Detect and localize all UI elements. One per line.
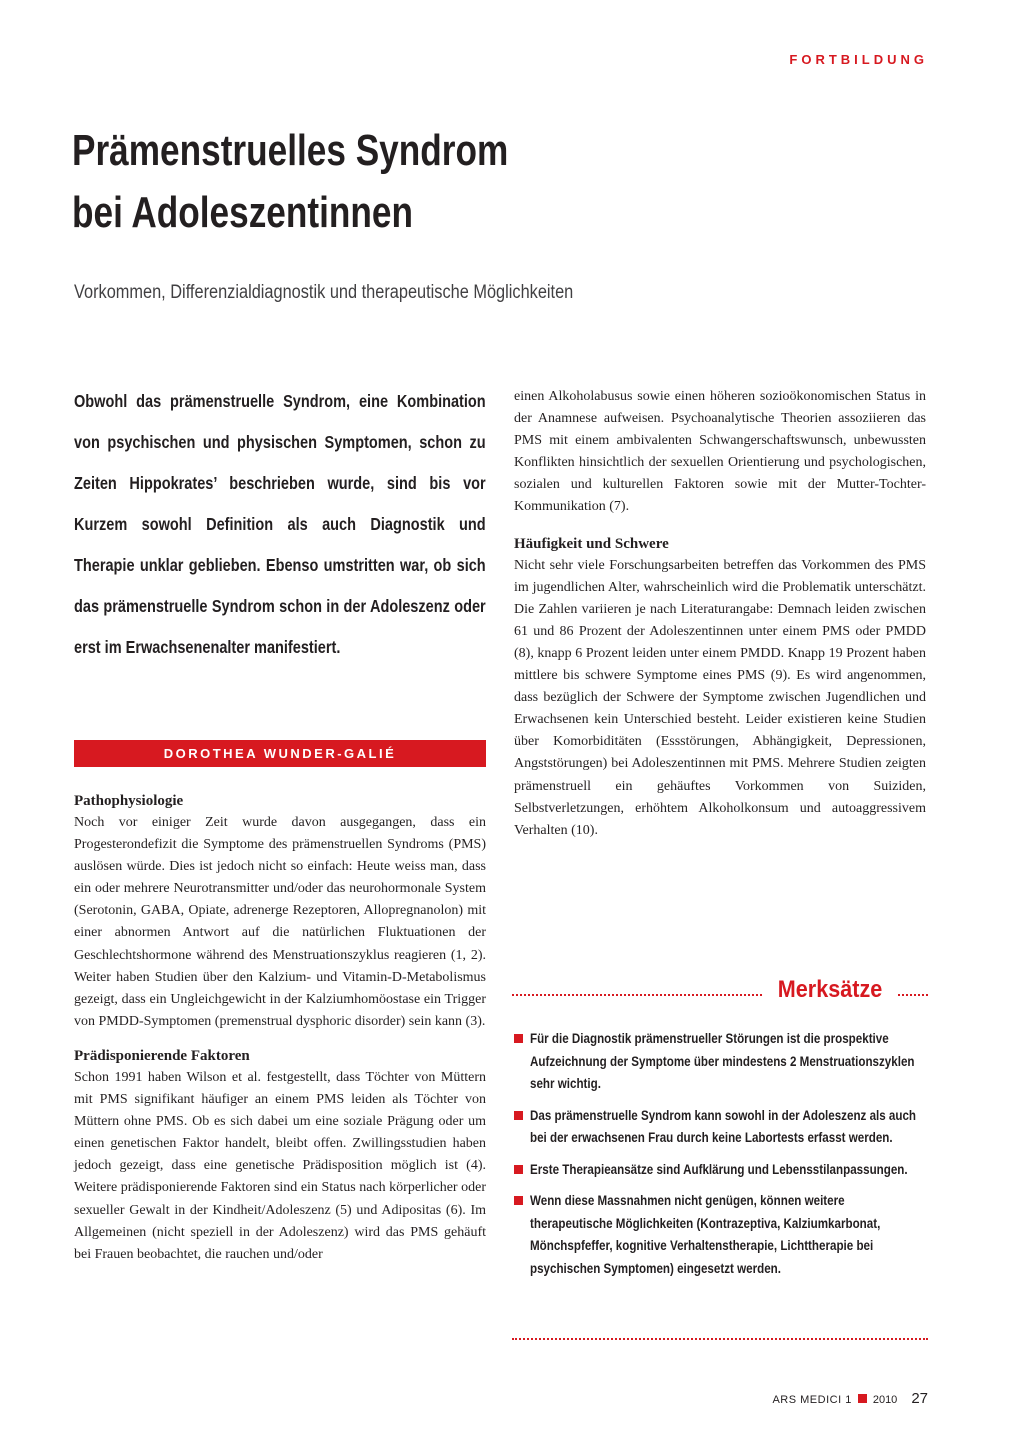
list-item (512, 1190, 928, 1280)
list-item (512, 1028, 928, 1096)
footer-square-icon (858, 1394, 867, 1403)
list-item-text: Das prämenstruelle Syndrom kann sowohl in der Adoleszenz als auch bei der erwachsenen Frau durch keine Labortests erfasst werden. (530, 1107, 917, 1145)
merksaetze-title: Merksätze (777, 976, 883, 1003)
dotted-rule-right (898, 994, 928, 996)
merksaetze-bottom-rule (512, 1338, 928, 1340)
journal-name: ARS MEDICI 1 (772, 1394, 852, 1406)
text-continuation: einen Alkoholabusus sowie einen höheren sozioökonomischen Status in der Anamnese aufweisen. Psychoanalytische Theorien assoziieren das PMS mit einem ambivalenten Schwangerschaftswunsch, unbewussten Konflikten hinsichtlich der sexuellen Orientierung und psychologischen, sozialen und kulturellen Faktoren sowie mit der Mutter-Tochter-Kommunikation (7). (514, 389, 926, 515)
page-footer (772, 1390, 928, 1407)
text-praedisponierende-faktoren: Schon 1991 haben Wilson et al. festgestellt, dass Töchter von Müttern mit PMS signifikant häufiger an einem PMS leiden als Töchter von Müttern ohne PMS. Ob es sich dabei um eine soziale Prägung oder um einen genetischen Faktor handelt, bleibt offen. Zwillingsstudien haben jedoch gezeigt, dass eine genetische Prädisposition möglich ist (4). Weitere prädisponierende Faktoren sind ein Status nach körperlicher oder sexueller Gewalt in der Kindheit/Adoleszenz (5) und Adipositas (6). Im Allgemeinen (nicht speziell in der Adoleszenz) wird das PMS gehäuft bei Frauen beobachtet, die rauchen und/oder (74, 1069, 486, 1262)
list-item (512, 1159, 928, 1182)
dotted-rule-left (512, 994, 762, 996)
lead-paragraph: Obwohl das prämenstruelle Syndrom, eine Kombination von psychischen und physischen Symptomen, schon zu Zeiten Hippokrates’ beschrieben wurde, sind bis vor Kurzem sowohl Definition als auch Diagnostik und Therapie unklar geblieben. Ebenso umstritten war, ob sich das prämenstruelle Syndrom schon in der Adoleszenz oder erst im Erwachsenenalter manifestiert. (74, 391, 486, 657)
list-item-text: Für die Diagnostik prämenstrueller Störungen ist die prospektive Aufzeichnung der Symptome über mindestens 2 Menstruationszyklen sehr wichtig. (530, 1031, 915, 1091)
section-label: FORTBILDUNG (789, 52, 928, 67)
merksaetze-list (512, 1028, 928, 1280)
text-pathophysiologie: Noch vor einiger Zeit wurde davon ausgegangen, dass ein Progesterondefizit die Symptome des prämenstruellen Syndroms (PMS) auslösen würde. Dies ist jedoch nicht so einfach: Heute weiss man, dass ein oder mehrere Neurotransmitter und/oder das neurohormonale System (Serotonin, GABA, Opiate, adrenerge Rezeptoren, Allopregnanolon) mit einer abnormen Antwort auf die natürlichen Fluktuationen der Geschlechtshormone während des Menstruationszyklus reagieren (1, 2). Weiter haben Studien über den Kalzium- und Vitamin-D-Metabolismus gezeigt, dass ein Ungleichgewicht in der Kalziumhomöostase ein Trigger von PMDD-Symptomen (premenstrual dysphoric disorder) sein kann (3). (74, 815, 486, 1029)
heading-haeufigkeit: Häufigkeit und Schwere (514, 535, 669, 552)
bullet-square-icon (514, 1034, 523, 1043)
list-item-text: Erste Therapieansätze sind Aufklärung und Lebensstilanpassungen. (530, 1161, 908, 1177)
heading-praedisponierende-faktoren: Prädisponierende Faktoren (74, 1047, 250, 1064)
title-line-2: bei Adoleszentinnen (72, 188, 413, 237)
left-column (74, 790, 486, 1278)
text-haeufigkeit: Nicht sehr viele Forschungsarbeiten betreffen das Vorkommen des PMS im jugendlichen Alter, wahrscheinlich wird die Problematik unterschätzt. Die Zahlen variieren je nach Literaturangabe: Demnach leiden zwischen 61 und 86 Prozent der Adoleszentinnen unter einem PMS oder PMDD (8), knapp 6 Prozent leiden unter einem PMDD. Knapp 19 Prozent haben mittlere bis schwere Symptome eines PMS (9). Es wird angenommen, dass bezüglich der Schwere der Symptome zwischen Jugendlichen und Erwachsenen kein Unterschied besteht. Leider existieren keine Studien über Komorbiditäten (Essstörungen, Abhängigkeit, Depressionen, Angststörungen) bei Adoleszentinnen mit PMS. Mehrere Studien zeigten prämenstruell ein gehäuftes Vorkommen von Suiziden, Selbstverletzungen, erhöhtem Alkoholkonsum und autoaggressivem Verhalten (10). (514, 557, 926, 838)
heading-pathophysiologie: Pathophysiologie (74, 793, 184, 809)
bullet-square-icon (514, 1111, 523, 1120)
page-number: 27 (911, 1390, 928, 1407)
article-subtitle: Vorkommen, Differenzialdiagnostik und therapeutische Möglichkeiten (74, 282, 574, 303)
article-title (72, 120, 760, 244)
list-item (512, 1105, 928, 1150)
list-item-text: Wenn diese Massnahmen nicht genügen, können weitere therapeutische Möglichkeiten (Kontrazeptiva, Kalziumkarbonat, Mönchspfeffer, kognitive Verhaltenstherapie, Lichttherapie bei psychischen Symptomen) eingesetzt werden. (530, 1193, 881, 1276)
author-banner (74, 740, 486, 767)
merksaetze-header (512, 974, 928, 1006)
title-line-1: Prämenstruelles Syndrom (72, 126, 509, 175)
bullet-square-icon (514, 1196, 523, 1205)
bullet-square-icon (514, 1165, 523, 1174)
journal-year: 2010 (872, 1394, 898, 1406)
merksaetze-box (512, 974, 928, 1289)
author-name: DOROTHEA WUNDER-GALIÉ (163, 746, 397, 761)
right-column (514, 386, 926, 854)
